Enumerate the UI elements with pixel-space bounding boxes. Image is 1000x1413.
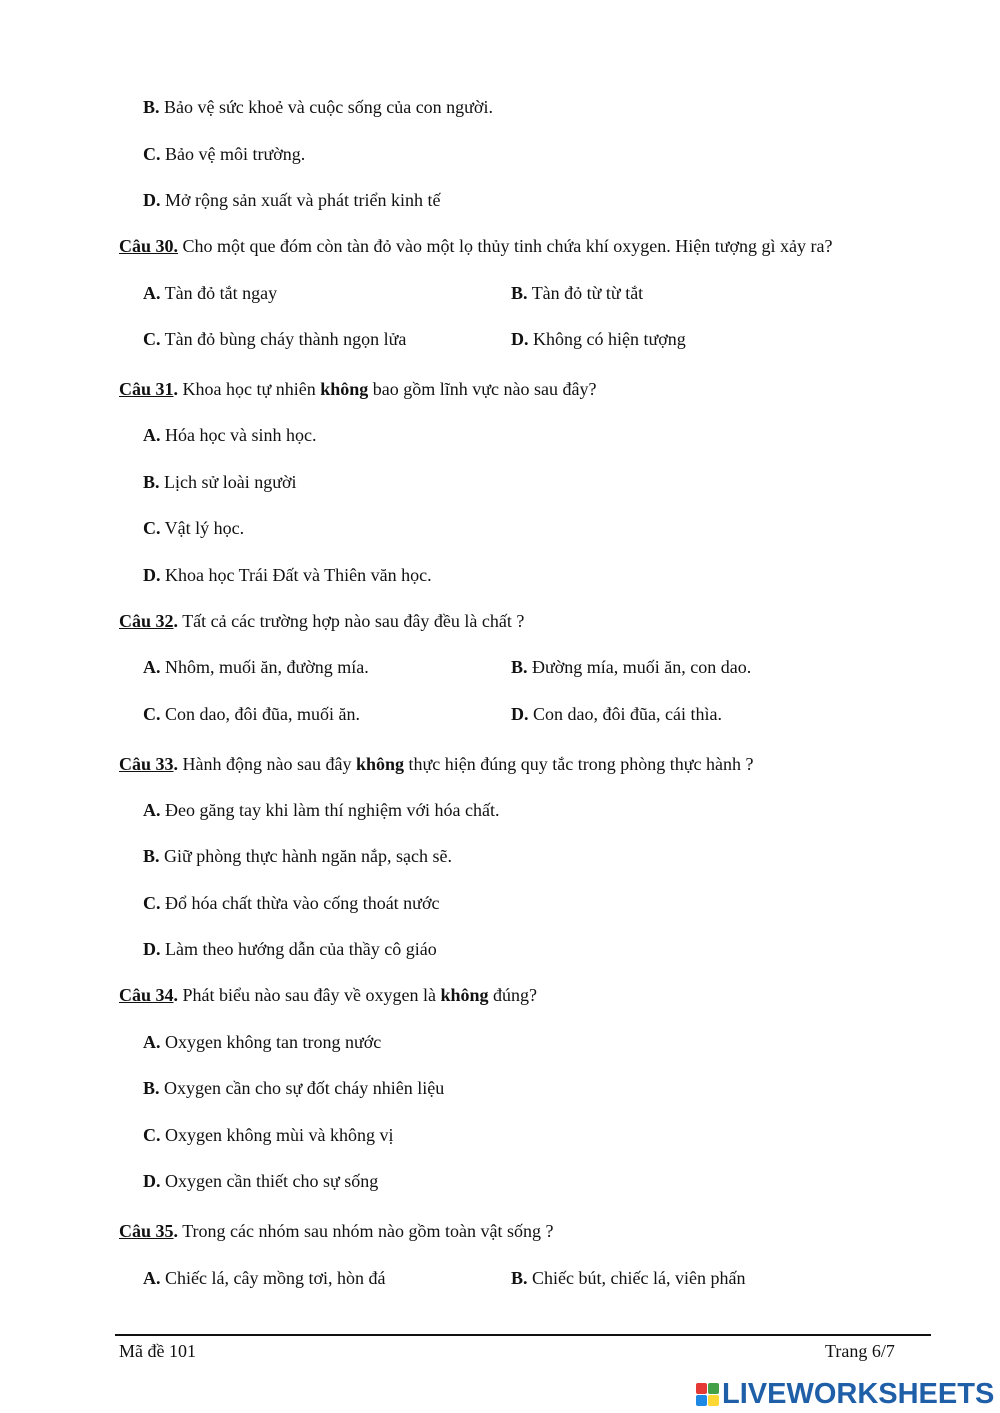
option-32-c: C. Con dao, đôi đũa, muối ăn. xyxy=(143,704,360,724)
option-33-d: D. Làm theo hướng dẫn của thầy cô giáo xyxy=(143,939,437,959)
option-32-d: D. Con dao, đôi đũa, cái thìa. xyxy=(511,704,722,724)
question-33: Câu 33. Hành động nào sau đây không thực hiện đúng quy tắc trong phòng thực hành ? xyxy=(119,754,754,774)
logo-square-blue xyxy=(696,1395,707,1406)
liveworksheets-logo xyxy=(696,1378,994,1410)
option-34-c: C. Oxygen không mùi và không vị xyxy=(143,1125,394,1145)
question-31: Câu 31. Khoa học tự nhiên không bao gồm lĩnh vực nào sau đây? xyxy=(119,379,597,399)
logo-square-red xyxy=(696,1383,707,1394)
page-number: Trang 6/7 xyxy=(825,1341,895,1361)
option-33-b: B. Giữ phòng thực hành ngăn nắp, sạch sẽ. xyxy=(143,846,452,866)
exam-code: Mã đề 101 xyxy=(119,1341,196,1361)
option-31-a: A. Hóa học và sinh học. xyxy=(143,425,317,445)
question-35: Câu 35. Trong các nhóm sau nhóm nào gồm toàn vật sống ? xyxy=(119,1221,554,1241)
option-31-d: D. Khoa học Trái Đất và Thiên văn học. xyxy=(143,565,432,585)
option-30-b: B. Tàn đỏ từ từ tắt xyxy=(511,283,644,303)
footer-divider xyxy=(115,1334,931,1336)
option-33-a: A. Đeo găng tay khi làm thí nghiệm với hóa chất. xyxy=(143,800,500,820)
option-33-c: C. Đổ hóa chất thừa vào cống thoát nước xyxy=(143,893,440,913)
option-30-d: D. Không có hiện tượng xyxy=(511,329,686,349)
question-34: Câu 34. Phát biểu nào sau đây về oxygen là không đúng? xyxy=(119,985,537,1005)
question-30: Câu 30. Cho một que đóm còn tàn đỏ vào một lọ thủy tinh chứa khí oxygen. Hiện tượng gì xảy ra? xyxy=(119,236,833,256)
option-30-a: A. Tàn đỏ tắt ngay xyxy=(143,283,278,303)
logo-square-green xyxy=(708,1383,719,1394)
logo-text: LIVEWORKSHEETS xyxy=(722,1377,995,1410)
option-34-b: B. Oxygen cần cho sự đốt cháy nhiên liệu xyxy=(143,1078,445,1098)
question-32: Câu 32. Tất cả các trường hợp nào sau đây đều là chất ? xyxy=(119,611,525,631)
option-30-c: C. Tàn đỏ bùng cháy thành ngọn lửa xyxy=(143,329,407,349)
option-29-c: C. Bảo vệ môi trường. xyxy=(143,144,306,164)
logo-squares-icon xyxy=(696,1383,719,1406)
logo-square-yellow xyxy=(708,1395,719,1406)
option-32-a: A. Nhôm, muối ăn, đường mía. xyxy=(143,657,369,677)
option-35-b: B. Chiếc bút, chiếc lá, viên phấn xyxy=(511,1268,746,1288)
option-34-a: A. Oxygen không tan trong nước xyxy=(143,1032,382,1052)
option-35-a: A. Chiếc lá, cây mồng tơi, hòn đá xyxy=(143,1268,386,1288)
option-31-b: B. Lịch sử loài người xyxy=(143,472,297,492)
option-29-b: B. Bảo vệ sức khoẻ và cuộc sống của con người. xyxy=(143,97,493,117)
option-31-c: C. Vật lý học. xyxy=(143,518,245,538)
option-32-b: B. Đường mía, muối ăn, con dao. xyxy=(511,657,752,677)
option-34-d: D. Oxygen cần thiết cho sự sống xyxy=(143,1171,379,1191)
option-29-d: D. Mở rộng sản xuất và phát triển kinh tế xyxy=(143,190,441,210)
